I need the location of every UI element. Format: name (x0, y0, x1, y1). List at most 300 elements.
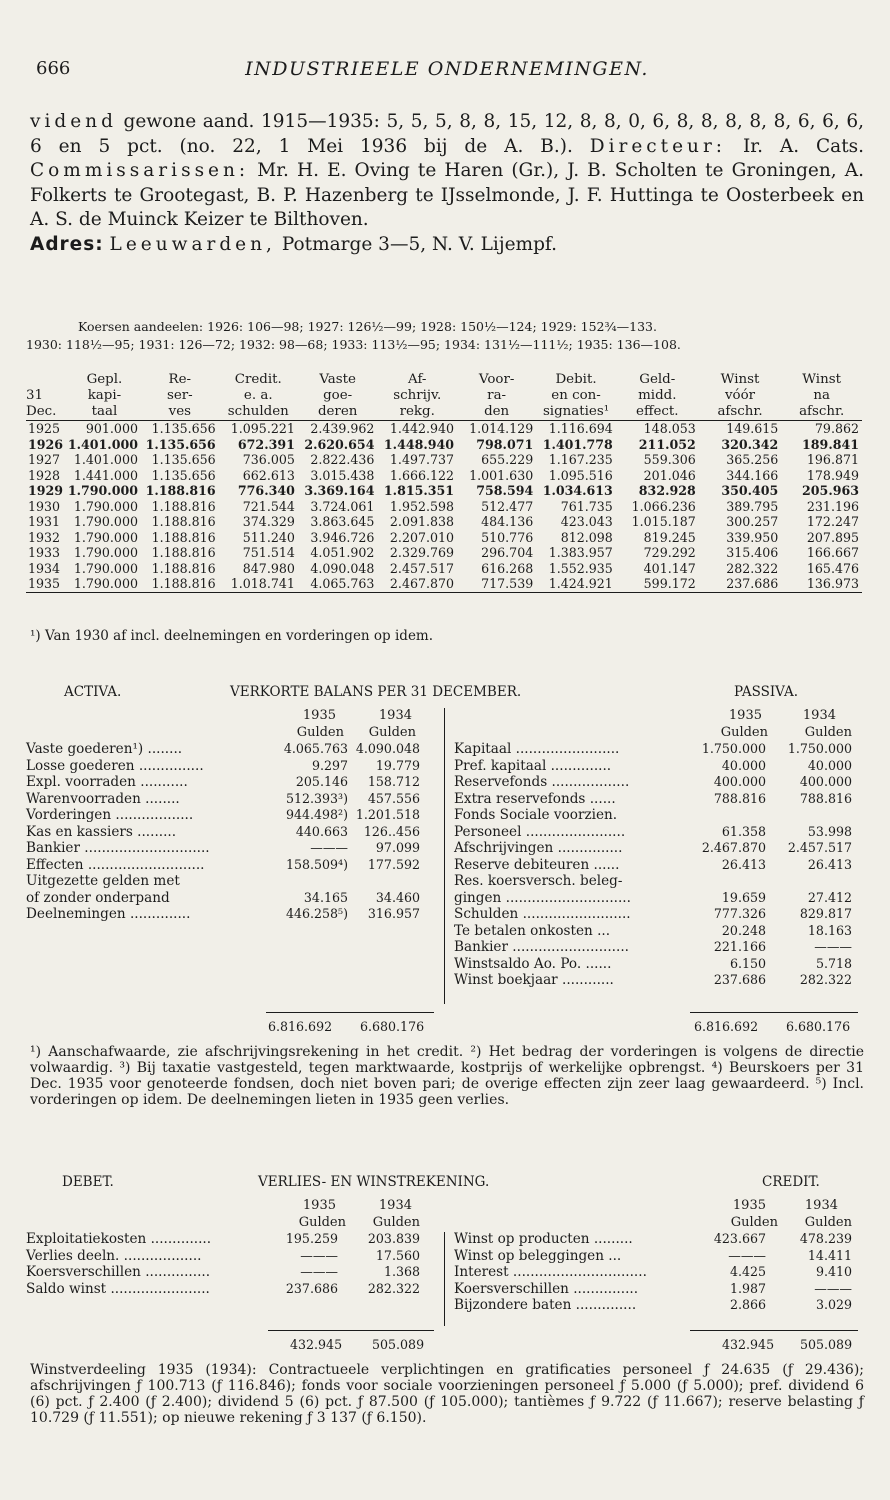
table-cell: 751.514 (242, 545, 295, 560)
table-cell: 166.667 (806, 545, 859, 560)
activa-value-1935: 440.663 (295, 823, 348, 839)
table-cell: 1.424.921 (536, 576, 616, 592)
balance-sheet-title-row (26, 684, 868, 702)
activa-value-1934: 457.556 (367, 790, 420, 806)
passiva-value-1935: 1.750.000 (701, 741, 766, 756)
activa-year-header (26, 708, 436, 725)
directeur-label: Directeur: (589, 135, 727, 157)
debet-unit-1934: Gulden (372, 1214, 420, 1230)
passiva-value-1934: 18.163 (807, 922, 852, 938)
table-cell: 1.188.816 (145, 483, 216, 498)
table-row (26, 545, 862, 561)
table-cell: 315.406 (726, 545, 779, 560)
table-cell: 401.147 (643, 560, 696, 576)
table-cell: 655.229 (481, 452, 534, 467)
table-cell: 1.401.000 (73, 452, 138, 467)
passiva-label: Afschrijvingen ............... (454, 840, 623, 856)
activa-value-1935: 34.165 (303, 889, 348, 905)
debet-value-1934: 1.368 (383, 1264, 420, 1279)
column-header: goe- (323, 388, 353, 403)
column-header: kapi- (87, 388, 122, 403)
debet-total-1935: 432.945 (290, 1337, 343, 1352)
passiva-label: gingen ............................. (454, 889, 631, 906)
table-cell: 1.188.816 (151, 545, 216, 560)
activa-row (26, 857, 436, 874)
table-footnote: ¹) Van 1930 af incl. deelnemingen en vorderingen op idem. (30, 628, 434, 644)
table-cell: 320.342 (721, 436, 779, 452)
table-cell: 1.666.122 (389, 467, 455, 483)
activa-value-1934: 158.712 (367, 774, 420, 789)
activa-total-rule (266, 1012, 434, 1013)
column-header: effect. (616, 404, 699, 421)
credit-label: Interest ............................... (454, 1264, 647, 1280)
activa-row (26, 840, 436, 857)
table-row (26, 468, 862, 484)
passiva-value-1935: 777.326 (713, 906, 766, 921)
credit-heading: CREDIT. (762, 1174, 820, 1190)
passiva-year-1935: 1935 (728, 708, 762, 723)
table-cell: 1.135.656 (151, 452, 216, 467)
passiva-row (454, 840, 854, 857)
passiva-value-1935: 221.166 (713, 939, 766, 954)
column-header: ra- (487, 388, 507, 403)
row-year: 1925 (28, 421, 61, 436)
table-row (26, 452, 862, 468)
credit-total-rule (690, 1330, 858, 1331)
column-header: taal (68, 404, 141, 421)
debet-value-1935: ——— (300, 1264, 338, 1279)
share-prices-line-1: Koersen aandeelen: 1926: 106—98; 1927: 126½—99; 1928: 150½—124; 1929: 152¾—133. (78, 319, 657, 334)
table-cell: 2.329.769 (389, 545, 455, 560)
pl-divider (444, 1232, 445, 1326)
table-cell: 389.795 (726, 498, 779, 514)
passiva-value-1935: 788.816 (713, 790, 766, 806)
table-cell: 172.247 (806, 514, 859, 529)
pl-title: VERLIES- EN WINSTREKENING. (258, 1174, 490, 1190)
passiva-label: Kapitaal ........................ (454, 741, 620, 757)
activa-value-1934: 19.779 (375, 757, 420, 773)
column-header (26, 372, 68, 388)
table-cell: 847.980 (242, 560, 295, 576)
passiva-row (454, 939, 854, 956)
activa-value-1935: 158.509⁴) (285, 856, 348, 872)
row-year: 1933 (28, 545, 61, 560)
credit-value-1935: 2.866 (729, 1297, 766, 1312)
dividend-label: vidend (30, 111, 117, 132)
table-cell: 1.448.940 (383, 436, 455, 452)
activa-row (26, 906, 436, 923)
passiva-value-1934: 400.000 (799, 774, 852, 789)
table-cell: 149.615 (726, 421, 779, 436)
passiva-label: Winstsaldo Ao. Po. ...... (454, 955, 612, 972)
column-header: Voor- (478, 372, 515, 387)
activa-label: Deelnemingen .............. (26, 906, 191, 922)
table-cell: 812.098 (560, 529, 613, 545)
activa-value-1935: 944.498²) (285, 807, 348, 822)
table-cell: 1.790.000 (73, 545, 138, 560)
column-header: afschr. (781, 404, 862, 421)
table-cell: 3.724.061 (310, 498, 375, 514)
table-cell: 1.188.816 (141, 576, 219, 592)
row-year: 1926 (28, 436, 64, 452)
row-year: 1935 (26, 576, 68, 592)
passiva-label: Schulden ......................... (454, 906, 631, 922)
passiva-year-header (454, 708, 854, 725)
table-row (26, 530, 862, 546)
table-row (26, 421, 862, 437)
table-cell: 2.620.654 (304, 436, 375, 452)
table-cell: 512.477 (481, 498, 534, 514)
table-cell: 1.188.816 (151, 529, 216, 545)
table-cell: 758.594 (476, 483, 534, 498)
activa-row (26, 758, 436, 775)
column-header: ser- (166, 388, 193, 403)
table-cell: 148.053 (643, 421, 696, 436)
credit-unit-header (454, 1215, 854, 1232)
credit-year-1935: 1935 (732, 1198, 766, 1213)
debet-unit-header (26, 1215, 436, 1232)
passiva-value-1935: 19.659 (721, 889, 766, 905)
passiva-label: Te betalen onkosten ... (454, 922, 611, 939)
credit-value-1934: 14.411 (807, 1247, 852, 1263)
page-header (26, 58, 868, 88)
activa-total-1934: 6.680.176 (360, 1019, 425, 1034)
activa-label: of zonder onderpand (26, 889, 170, 906)
credit-label: Koersverschillen ............... (454, 1280, 639, 1297)
passiva-label: Personeel ....................... (454, 823, 626, 840)
table-cell: 165.476 (806, 560, 859, 576)
table-cell: 1.815.351 (383, 483, 455, 498)
debet-value-1935: ——— (300, 1247, 338, 1263)
debet-label: Saldo winst ....................... (26, 1280, 210, 1297)
activa-row (26, 774, 436, 791)
table-cell: 819.245 (643, 529, 696, 545)
row-year: 1927 (28, 452, 61, 467)
table-cell: 729.292 (643, 545, 696, 560)
column-header: 31 (26, 388, 44, 403)
credit-value-1934: 9.410 (815, 1264, 852, 1279)
activa-value-1935: 205.146 (295, 774, 348, 789)
table-cell: 282.322 (726, 560, 779, 576)
column-header: ves (141, 404, 219, 421)
table-cell: 136.973 (781, 576, 862, 592)
table-cell: 344.166 (726, 467, 779, 483)
credit-unit-1935: Gulden (730, 1214, 778, 1230)
column-header: midd. (638, 388, 677, 403)
row-year: 1934 (28, 560, 61, 576)
table-cell: 237.686 (699, 576, 782, 592)
commissarissen: Mr. H. E. Oving te Haren (Gr.), J. B. Scholten te Groningen, A. Folkerts te Grootegast, B. P. Hazenberg te IJsselmonde, J. F. Huttinga te Oosterbeek en A. S. de Muinck Keizer te Bilthoven. (30, 160, 864, 230)
credit-row (454, 1297, 854, 1314)
table-cell: 3.369.164 (304, 483, 375, 498)
table-cell: 721.544 (242, 498, 295, 514)
passiva-value-1934: 2.457.517 (787, 840, 852, 855)
table-cell: 1.497.737 (389, 452, 455, 467)
activa-value-1934: 97.099 (375, 840, 420, 855)
column-header: e. a. (243, 388, 273, 403)
activa-value-1935: 4.065.763 (283, 741, 348, 756)
table-cell: 1.018.741 (219, 576, 298, 592)
row-year: 1932 (28, 529, 61, 545)
activa-unit-header (26, 725, 436, 742)
column-header: Winst (802, 372, 841, 387)
credit-year-header (454, 1198, 854, 1215)
table-cell: 423.043 (560, 514, 613, 529)
table-cell: 717.539 (457, 576, 536, 592)
debet-label: Exploitatiekosten .............. (26, 1231, 212, 1247)
activa-total-1935: 6.816.692 (268, 1019, 333, 1034)
table-cell: 1.790.000 (68, 576, 141, 592)
table-cell: 196.871 (806, 452, 859, 467)
passiva-unit-1935: Gulden (720, 724, 768, 740)
table-cell: 1.167.235 (548, 452, 613, 467)
activa-label: Warenvoorraden ........ (26, 790, 180, 807)
row-year: 1929 (28, 483, 64, 498)
debet-label: Koersverschillen ............... (26, 1264, 211, 1280)
table-cell: 1.001.630 (469, 467, 534, 483)
passiva-row (454, 824, 854, 841)
debet-label: Verlies deeln. .................. (26, 1247, 202, 1264)
debet-total-rule (268, 1330, 434, 1331)
table-cell: 3.863.645 (310, 514, 375, 529)
profit-distribution: Winstverdeeling 1935 (1934): Contractueele verplichtingen en gratificaties personeel ƒ 24.635 (ƒ 29.436); afschrijvingen ƒ 100.713 (ƒ 116.846); fonds voor sociale voorzieningen personeel ƒ 5.000 (ƒ 5.000); pref. dividend 6 (6) pct. ƒ 2.400 (ƒ 2.400); dividend 5 (6) pct. ƒ 87.500 (ƒ 105.000); tantièmes ƒ 9.722 (ƒ 11.667); reserve belasting ƒ 10.729 (ƒ 11.551); op nieuwe rekening ƒ 3 137 (ƒ 6.150). (30, 1362, 864, 1426)
table-cell: 189.841 (802, 436, 859, 452)
passiva-value-1935: 400.000 (713, 774, 766, 789)
credit-row (454, 1231, 854, 1248)
passiva-row (454, 741, 854, 758)
debet-row (26, 1248, 436, 1265)
activa-row (26, 807, 436, 824)
table-cell: 1.135.656 (151, 421, 216, 436)
table-header-row (26, 388, 862, 404)
table-row (26, 483, 862, 499)
passiva-value-1934: 282.322 (799, 972, 852, 987)
directeur: Ir. A. Cats. (742, 135, 865, 157)
activa-value-1934: 4.090.048 (355, 741, 420, 756)
passiva-value-1934: 27.412 (807, 889, 852, 905)
table-cell: 1.014.129 (469, 421, 534, 436)
table-cell: 365.256 (726, 452, 779, 467)
activa-value-1934: 177.592 (367, 856, 420, 872)
activa-unit-1935: Gulden (296, 724, 344, 740)
passiva-row (454, 758, 854, 775)
passiva-label: Winst boekjaar ............ (454, 972, 614, 988)
activa-label: Vorderingen .................. (26, 807, 194, 823)
table-cell: 4.051.902 (310, 545, 375, 560)
passiva-value-1935: 6.150 (729, 955, 766, 971)
credit-value-1935: 1.987 (729, 1280, 766, 1296)
column-header: en con- (551, 388, 601, 403)
table-cell: 1.135.656 (145, 436, 216, 452)
credit-label: Winst op beleggingen ... (454, 1247, 622, 1264)
passiva-label: Pref. kapitaal .............. (454, 757, 612, 774)
credit-label: Bijzondere baten .............. (454, 1297, 637, 1313)
passiva-label: Fonds Sociale voorzien. (454, 807, 618, 823)
passiva-row (454, 972, 854, 989)
table-cell: 2.457.517 (389, 560, 455, 576)
column-header: Dec. (26, 404, 68, 421)
table-cell: 1.015.187 (631, 514, 696, 529)
passiva-row (454, 906, 854, 923)
passiva-value-1935: 26.413 (721, 856, 766, 872)
debet-row (26, 1281, 436, 1298)
table-cell: 300.257 (726, 514, 779, 529)
column-header: vóór (724, 388, 756, 403)
adres-city: Leeuwarden, (109, 233, 276, 255)
activa-row (26, 824, 436, 841)
passiva-label: Reservefonds .................. (454, 774, 630, 790)
debet-year-1935: 1935 (302, 1198, 336, 1213)
passiva-label: Reserve debiteuren ...... (454, 856, 620, 873)
table-cell: 1.790.000 (73, 529, 138, 545)
credit-column (454, 1198, 854, 1314)
row-year: 1928 (28, 467, 61, 483)
table-cell: 1.401.778 (542, 436, 613, 452)
activa-value-1935: 512.393³) (285, 790, 348, 806)
column-header: Winst (720, 372, 760, 387)
table-cell: 201.046 (643, 467, 696, 483)
table-cell: 4.065.763 (298, 576, 378, 592)
column-header: na (813, 388, 830, 403)
activa-year-1934: 1934 (378, 708, 412, 723)
table-header-row (26, 404, 862, 421)
column-header: Vaste (319, 372, 356, 387)
passiva-year-1934: 1934 (802, 708, 836, 723)
passiva-heading: PASSIVA. (734, 684, 799, 700)
table-cell: 510.776 (481, 529, 534, 545)
table-cell: 339.950 (726, 529, 779, 545)
activa-row (26, 791, 436, 808)
passiva-value-1935: 237.686 (713, 972, 766, 987)
activa-value-1934: 1.201.518 (355, 807, 420, 822)
activa-row (26, 741, 436, 758)
table-cell: 1.135.656 (151, 467, 216, 483)
table-row (26, 576, 862, 592)
debet-heading: DEBET. (62, 1174, 114, 1190)
financial-history-table (26, 372, 862, 593)
activa-heading: ACTIVA. (64, 684, 122, 700)
passiva-value-1935: 61.358 (721, 823, 766, 839)
activa-label: Expl. voorraden ........... (26, 774, 188, 790)
share-prices-line-2: 1930: 118½—95; 1931: 126—72; 1932: 98—68; 1933: 113½—95; 1934: 131½—111½; 1935: 136—108. (26, 337, 681, 352)
debet-total-1934: 505.089 (372, 1337, 425, 1352)
debet-year-1934: 1934 (378, 1198, 412, 1213)
table-cell: 79.862 (814, 421, 859, 436)
table-cell: 901.000 (85, 421, 138, 436)
table-cell: 484.136 (481, 514, 534, 529)
credit-label: Winst op producten ......... (454, 1231, 633, 1247)
passiva-value-1934: 40.000 (807, 757, 852, 773)
activa-label: Kas en kassiers ......... (26, 823, 177, 840)
table-cell: 672.391 (237, 436, 295, 452)
table-cell: 736.005 (242, 452, 295, 467)
credit-value-1934: ——— (814, 1280, 852, 1296)
passiva-value-1935: 40.000 (721, 757, 766, 773)
passiva-column (454, 708, 854, 989)
table-cell: 2.439.962 (310, 421, 375, 436)
table-cell: 2.822.436 (310, 452, 375, 467)
column-header: Credit. (234, 372, 282, 387)
debet-year-header (26, 1198, 436, 1215)
passiva-value-1935: 20.248 (721, 922, 766, 938)
table-cell: 1.188.816 (151, 560, 216, 576)
activa-value-1934: 126..456 (363, 823, 420, 839)
activa-unit-1934: Gulden (368, 724, 416, 740)
debet-column (26, 1198, 436, 1297)
passiva-row (454, 791, 854, 808)
activa-value-1935: 9.297 (311, 757, 348, 773)
credit-row (454, 1248, 854, 1265)
table-cell: 798.071 (476, 436, 534, 452)
table-cell: 1.066.236 (631, 498, 696, 514)
passiva-row (454, 923, 854, 940)
share-prices (26, 318, 868, 354)
table-cell: 1.442.940 (389, 421, 455, 436)
column-header: Geld- (639, 372, 676, 387)
passiva-value-1934: 26.413 (807, 856, 852, 872)
passiva-row (454, 774, 854, 791)
passiva-unit-1934: Gulden (804, 724, 852, 740)
column-header: rekg. (377, 404, 457, 421)
adres-rest: Potmarge 3—5, N. V. Lijempf. (281, 233, 557, 255)
table-cell: 761.735 (560, 498, 613, 514)
credit-value-1934: 3.029 (815, 1297, 852, 1312)
credit-value-1935: ——— (728, 1247, 766, 1263)
activa-label: Losse goederen ............... (26, 757, 204, 774)
table-row (26, 437, 862, 453)
column-header: Gepl. (86, 372, 123, 387)
table-cell: 1.952.598 (389, 498, 455, 514)
table-cell: 1.790.000 (67, 483, 138, 498)
passiva-total-1934: 6.680.176 (786, 1019, 851, 1034)
activa-value-1934: 316.957 (367, 906, 420, 921)
column-header: Debit. (555, 372, 597, 387)
table-row (26, 514, 862, 530)
passiva-total-1935: 6.816.692 (694, 1019, 759, 1034)
table-cell: 1.034.613 (542, 483, 613, 498)
passiva-unit-header (454, 725, 854, 742)
table-cell: 1.095.221 (230, 421, 295, 436)
column-header: afschr. (699, 404, 782, 421)
table-cell: 559.306 (643, 452, 696, 467)
table-cell: 178.949 (806, 467, 859, 483)
adres-label: Adres: (30, 233, 104, 255)
activa-label: Vaste goederen¹) ........ (26, 741, 183, 757)
passiva-value-1934: 788.816 (799, 790, 852, 806)
passiva-value-1934: 53.998 (807, 823, 852, 839)
activa-label: Uitgezette gelden met (26, 873, 180, 889)
activa-value-1935: ——— (310, 840, 348, 855)
credit-row (454, 1264, 854, 1281)
passiva-value-1934: 829.817 (799, 906, 852, 921)
table-cell: 511.240 (242, 529, 295, 545)
column-header: signaties¹ (536, 404, 616, 421)
running-title: INDUSTRIEELE ONDERNEMINGEN. (245, 58, 649, 80)
credit-unit-1934: Gulden (804, 1214, 852, 1230)
passiva-row (454, 956, 854, 973)
table-cell: 3.946.726 (310, 529, 375, 545)
table-row (26, 561, 862, 577)
credit-value-1934: 478.239 (799, 1231, 852, 1246)
table-cell: 374.329 (242, 514, 295, 529)
table-cell: 1.552.935 (548, 560, 613, 576)
table-cell: 296.704 (481, 545, 534, 560)
passiva-label: Res. koersversch. beleg- (454, 873, 623, 889)
passiva-value-1935: 2.467.870 (701, 840, 766, 855)
table-cell: 1.095.516 (548, 467, 613, 483)
activa-value-1934: 34.460 (375, 889, 420, 905)
table-cell: 1.790.000 (73, 560, 138, 576)
